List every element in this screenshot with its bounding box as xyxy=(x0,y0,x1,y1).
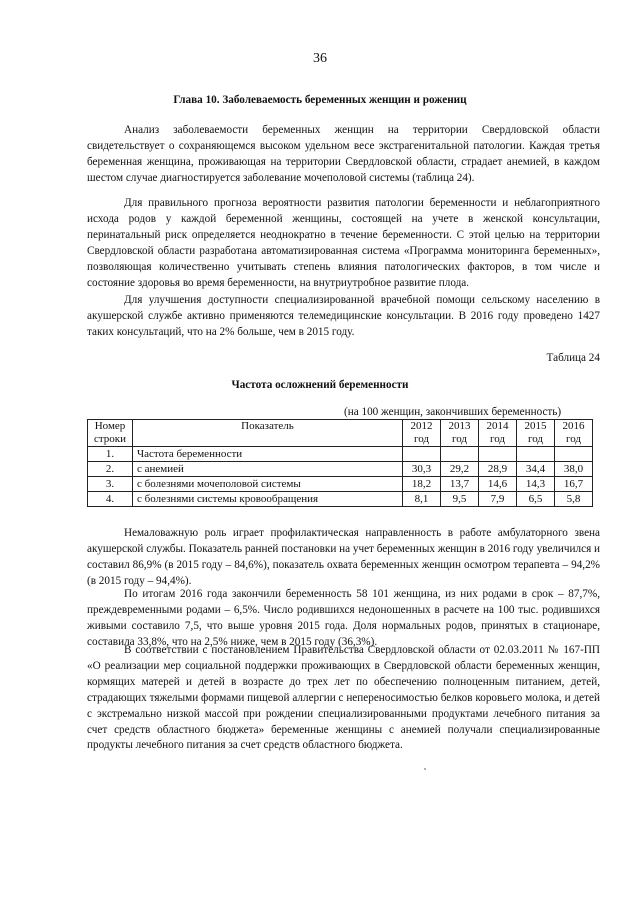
scan-speck xyxy=(424,768,426,770)
row-value: 7,9 xyxy=(479,492,517,507)
paragraph: По итогам 2016 года закончили беременность 58 101 женщина, из них родами в срок – 87,7%, преждевременными родами – 6,5%. Число родившихся недоношенных в расчете на 100 тыс. родившихся живыми составило 7,5, что выше уровня 2015 года. Доля нормальных родов, принятых в стационаре, составила 33,8%, что на 2,5% ниже, чем в 2015 году (36,3%). xyxy=(87,588,600,648)
paragraph: Анализ заболеваемости беременных женщин на территории Свердловской области свидетельствует о сохраняющемся высоком удельном весе экстрагенитальной патологии. Каждая третья беременная женщина, проживающая на территории Свердловской области, страдает анемией, в каждом шестом случае диагностируется заболевание мочеполовой системы (таблица 24). xyxy=(87,124,600,184)
chapter-title: Глава 10. Заболеваемость беременных женщин и рожениц xyxy=(173,94,467,106)
row-value: 18,2 xyxy=(403,477,441,492)
header-year: 2012 год xyxy=(403,420,441,447)
row-value: 29,2 xyxy=(441,462,479,477)
row-number: 3. xyxy=(88,477,133,492)
row-value: 34,4 xyxy=(517,462,555,477)
row-value: 30,3 xyxy=(403,462,441,477)
paragraph: Для правильного прогноза вероятности развития патологии беременности и неблагоприятного исхода родов у каждой беременной женщины, состоящей на учете в женской консультации, перинатальный риск определяется неоднократно в течение беременности. С этой целью на территории Свердловской области разработана автоматизированная система «Программа мониторинга беременных», позволяющая количественно учитывать степень влияния патологических факторов, в том числе и состояние здоровья во время беременности, на внутриутробное развитие плода. xyxy=(87,197,600,289)
table-header-row xyxy=(88,420,593,447)
row-value: 13,7 xyxy=(441,477,479,492)
row-value: 14,3 xyxy=(517,477,555,492)
row-number: 2. xyxy=(88,462,133,477)
paragraph: В соответствии с постановлением Правительства Свердловской области от 02.03.2011 № 167-ПП «О реализации мер социальной поддержки проживающих в Свердловской области беременных женщин, кормящих матерей и детей в возрасте до трех лет по обеспечению полноценным питанием, детей, страдающих тяжелыми формами пищевой аллергии с непереносимостью белков коровьего молока, и детей с экстремально низкой массой при рождении специализированными продуктами лечебного питания за счет средств областного бюджета» беременные женщины с анемией получали специализированные продукты лечебного питания за счет средств областного бюджета. xyxy=(87,644,600,752)
table-note: (на 100 женщин, закончивших беременность) xyxy=(344,406,562,418)
row-value xyxy=(403,447,441,462)
table-row xyxy=(88,462,593,477)
row-number: 1. xyxy=(88,447,133,462)
row-value: 8,1 xyxy=(403,492,441,507)
header-indicator: Показатель xyxy=(133,420,403,447)
complications-table xyxy=(87,419,593,507)
row-value: 38,0 xyxy=(555,462,593,477)
header-year: 2013 год xyxy=(441,420,479,447)
header-year: 2014 год xyxy=(479,420,517,447)
header-year: 2015 год xyxy=(517,420,555,447)
row-value: 9,5 xyxy=(441,492,479,507)
page-number: 36 xyxy=(313,51,327,66)
paragraph: Немаловажную роль играет профилактическая направленность в работе амбулаторного звена акушерской службы. Показатель ранней постановки на учет беременных женщин в 2016 году увеличился и составил 86,9% (в 2015 году – 84,6%), показатель охвата беременных женщин осмотром терапевта – 94,2% (в 2015 году – 94,4%). xyxy=(87,527,601,587)
row-number: 4. xyxy=(88,492,133,507)
row-value: 5,8 xyxy=(555,492,593,507)
row-value xyxy=(441,447,479,462)
row-value: 14,6 xyxy=(479,477,517,492)
row-indicator: с болезнями системы кровообращения xyxy=(133,492,403,507)
table-title: Частота осложнений беременности xyxy=(231,379,409,391)
row-indicator: с болезнями мочеполовой системы xyxy=(133,477,403,492)
row-value xyxy=(517,447,555,462)
row-value xyxy=(479,447,517,462)
table-row xyxy=(88,492,593,507)
header-row-number: Номер строки xyxy=(88,420,133,447)
table-row xyxy=(88,447,593,462)
row-indicator: с анемией xyxy=(133,462,403,477)
header-year: 2016 год xyxy=(555,420,593,447)
row-value: 6,5 xyxy=(517,492,555,507)
row-value: 16,7 xyxy=(555,477,593,492)
row-value xyxy=(555,447,593,462)
table-row xyxy=(88,477,593,492)
table-label: Таблица 24 xyxy=(546,352,600,364)
row-value: 28,9 xyxy=(479,462,517,477)
row-indicator: Частота беременности xyxy=(133,447,403,462)
paragraph: Для улучшения доступности специализированной врачебной помощи сельскому населению в акушерской службе активно применяются телемедицинские консультации. В 2016 году проведено 1427 таких консультаций, что на 2% больше, чем в 2015 году. xyxy=(87,294,600,338)
